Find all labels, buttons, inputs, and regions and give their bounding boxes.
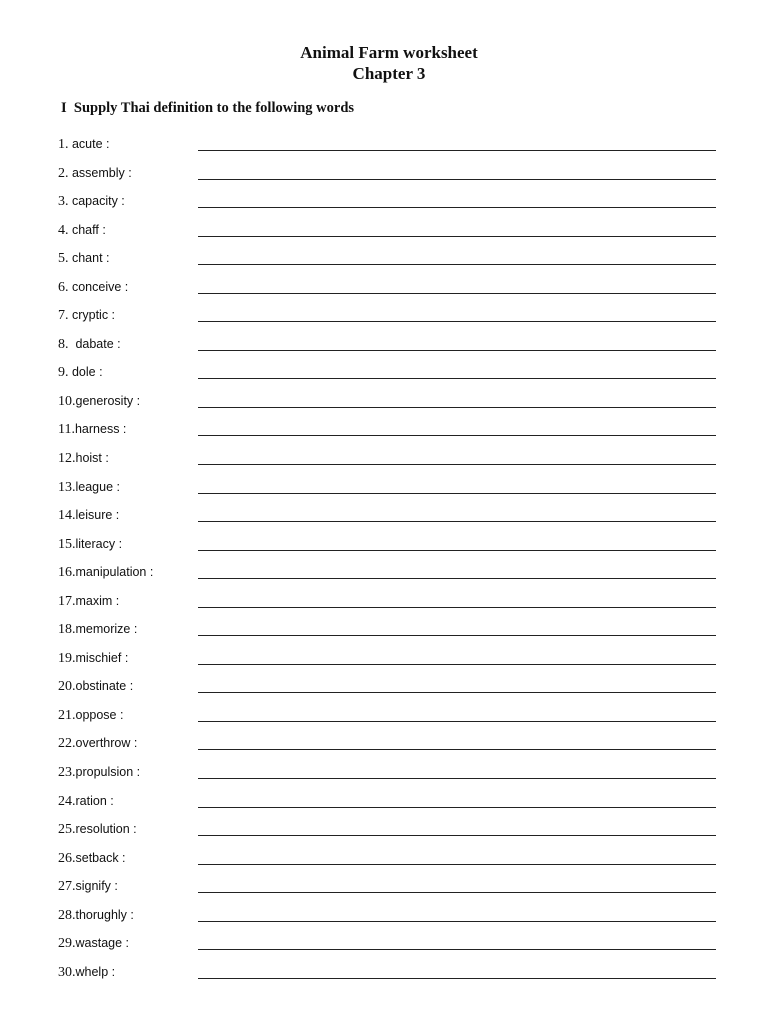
- vocabulary-word: overthrow :: [75, 736, 138, 751]
- definition-answer-line[interactable]: [198, 435, 716, 436]
- vocabulary-word: setback :: [75, 850, 126, 865]
- vocabulary-item: [0, 903, 768, 932]
- definition-answer-line[interactable]: [198, 207, 716, 208]
- vocabulary-item: [0, 789, 768, 818]
- vocabulary-word-label: [58, 850, 126, 867]
- definition-answer-line[interactable]: [198, 464, 716, 465]
- vocabulary-item: [0, 161, 768, 190]
- vocabulary-item: [0, 731, 768, 760]
- definition-answer-line[interactable]: [198, 749, 716, 750]
- item-number: 22.: [58, 736, 76, 752]
- vocabulary-word: ration :: [75, 793, 114, 808]
- vocabulary-item: [0, 389, 768, 418]
- vocabulary-item: [0, 189, 768, 218]
- vocabulary-word: obstinate :: [75, 679, 134, 694]
- item-number: 11.: [58, 422, 75, 438]
- item-number: 25.: [58, 822, 76, 838]
- section-instruction: I Supply Thai definition to the following words: [61, 100, 355, 116]
- vocabulary-item: [0, 589, 768, 618]
- vocabulary-item: [0, 332, 768, 361]
- vocabulary-word-label: [58, 821, 137, 838]
- vocabulary-word: assembly :: [68, 165, 132, 180]
- vocabulary-word-label: [58, 935, 129, 952]
- item-number: 9.: [58, 365, 69, 381]
- definition-answer-line[interactable]: [198, 493, 716, 494]
- item-number: 7.: [58, 308, 69, 324]
- vocabulary-word-label: [58, 222, 106, 239]
- vocabulary-word: thorughly :: [75, 907, 134, 922]
- vocabulary-item: [0, 931, 768, 960]
- item-number: 16.: [58, 565, 76, 581]
- vocabulary-word: literacy :: [75, 536, 123, 551]
- definition-answer-line[interactable]: [198, 978, 716, 979]
- vocabulary-word: chaff :: [68, 222, 106, 237]
- vocabulary-item: [0, 846, 768, 875]
- item-number: 27.: [58, 879, 76, 895]
- item-number: 19.: [58, 650, 76, 666]
- vocabulary-word: propulsion :: [75, 765, 141, 780]
- vocabulary-item: [0, 817, 768, 846]
- item-number: 23.: [58, 765, 76, 781]
- item-number: 15.: [58, 536, 76, 552]
- definition-answer-line[interactable]: [198, 864, 716, 865]
- vocabulary-word: cryptic :: [68, 308, 116, 323]
- definition-answer-line[interactable]: [198, 807, 716, 808]
- definition-answer-line[interactable]: [198, 835, 716, 836]
- vocabulary-word-label: [58, 536, 122, 553]
- definition-answer-line[interactable]: [198, 664, 716, 665]
- vocabulary-word: oppose :: [75, 707, 124, 722]
- definition-answer-line[interactable]: [198, 179, 716, 180]
- vocabulary-item: [0, 275, 768, 304]
- vocabulary-word: manipulation :: [75, 565, 154, 580]
- vocabulary-word-label: [58, 393, 140, 410]
- vocabulary-word: maxim :: [75, 593, 120, 608]
- definition-answer-line[interactable]: [198, 607, 716, 608]
- definition-answer-line[interactable]: [198, 236, 716, 237]
- vocabulary-word: harness :: [74, 422, 127, 437]
- vocabulary-word-label: [58, 364, 103, 381]
- vocabulary-word: memorize :: [75, 622, 138, 637]
- definition-answer-line[interactable]: [198, 521, 716, 522]
- item-number: 26.: [58, 850, 76, 866]
- definition-answer-line[interactable]: [198, 892, 716, 893]
- vocabulary-word: leisure :: [75, 508, 120, 523]
- vocabulary-word: dabate :: [68, 336, 121, 351]
- vocabulary-word: hoist :: [75, 451, 109, 466]
- vocabulary-word-label: [58, 421, 126, 438]
- vocabulary-word: conceive :: [68, 279, 129, 294]
- vocabulary-item: [0, 874, 768, 903]
- vocabulary-item: [0, 446, 768, 475]
- vocabulary-item: [0, 960, 768, 989]
- vocabulary-word-label: [58, 593, 119, 610]
- vocabulary-word: acute :: [68, 137, 110, 151]
- vocabulary-word-label: [58, 793, 114, 810]
- item-number: 12.: [58, 451, 76, 467]
- chapter-title: Chapter 3: [352, 64, 426, 83]
- item-number: 10.: [58, 393, 76, 409]
- vocabulary-word-label: [58, 764, 140, 781]
- vocabulary-item: [0, 532, 768, 561]
- vocabulary-item: [0, 246, 768, 275]
- item-number: 29.: [58, 936, 76, 952]
- vocabulary-word-label: [58, 193, 125, 210]
- vocabulary-word-label: [58, 507, 119, 524]
- vocabulary-item: [0, 303, 768, 332]
- definition-answer-line[interactable]: [198, 949, 716, 950]
- vocabulary-word: signify :: [75, 879, 118, 894]
- vocabulary-word-label: [58, 707, 123, 724]
- vocabulary-word-label: [58, 250, 110, 267]
- item-number: 17.: [58, 593, 76, 609]
- vocabulary-word: generosity :: [75, 393, 141, 408]
- vocabulary-word-label: [58, 564, 153, 581]
- vocabulary-item: [0, 646, 768, 675]
- vocabulary-word: mischief :: [75, 650, 129, 665]
- item-number: 14.: [58, 508, 76, 524]
- item-number: 5.: [58, 251, 69, 267]
- vocabulary-item: [0, 503, 768, 532]
- definition-answer-line[interactable]: [198, 921, 716, 922]
- vocabulary-item: [0, 417, 768, 446]
- vocabulary-item: [0, 703, 768, 732]
- definition-answer-line[interactable]: [198, 778, 716, 779]
- vocabulary-word-label: [58, 279, 128, 296]
- definition-answer-line[interactable]: [198, 407, 716, 408]
- vocabulary-word-label: [58, 678, 133, 695]
- item-number: 30.: [58, 964, 76, 980]
- item-number: 1.: [58, 137, 69, 152]
- item-number: 18.: [58, 622, 76, 638]
- definition-answer-line[interactable]: [198, 378, 716, 379]
- vocabulary-word-label: [58, 650, 128, 667]
- vocabulary-item: [0, 132, 768, 161]
- vocabulary-word-label: [58, 735, 137, 752]
- vocabulary-word: wastage :: [75, 936, 130, 951]
- vocabulary-word-label: [58, 336, 121, 353]
- definition-answer-line[interactable]: [198, 350, 716, 351]
- vocabulary-word: dole :: [68, 365, 103, 380]
- vocabulary-item: [0, 360, 768, 389]
- item-number: 2.: [58, 165, 69, 181]
- vocabulary-word-label: [58, 964, 115, 981]
- vocabulary-item: [0, 674, 768, 703]
- item-number: 6.: [58, 279, 69, 295]
- vocabulary-word-label: [58, 307, 115, 324]
- definition-answer-line[interactable]: [198, 150, 716, 151]
- vocabulary-word: league :: [75, 479, 120, 494]
- vocabulary-word-label: [58, 621, 137, 638]
- vocabulary-word: chant :: [68, 251, 110, 266]
- vocabulary-word: capacity :: [68, 194, 125, 209]
- worksheet-title: Animal Farm worksheet: [300, 43, 478, 62]
- vocabulary-word-label: [58, 165, 132, 182]
- definition-answer-line[interactable]: [198, 293, 716, 294]
- definition-answer-line[interactable]: [198, 692, 716, 693]
- definition-answer-line[interactable]: [198, 321, 716, 322]
- item-number: 20.: [58, 679, 76, 695]
- vocabulary-word-label: [58, 450, 109, 467]
- item-number: 24.: [58, 793, 76, 809]
- vocabulary-item: [0, 617, 768, 646]
- vocabulary-item: [0, 560, 768, 589]
- vocabulary-item: [0, 218, 768, 247]
- item-number: 4.: [58, 222, 69, 238]
- vocabulary-item: [0, 760, 768, 789]
- vocabulary-word-label: [58, 136, 110, 153]
- vocabulary-word-label: [58, 907, 134, 924]
- vocabulary-word: whelp :: [75, 964, 116, 979]
- definition-answer-line[interactable]: [198, 550, 716, 551]
- definition-answer-line[interactable]: [198, 578, 716, 579]
- definition-answer-line[interactable]: [198, 721, 716, 722]
- vocabulary-word-label: [58, 878, 118, 895]
- item-number: 8.: [58, 336, 69, 352]
- item-number: 21.: [58, 707, 76, 723]
- vocabulary-word-label: [58, 479, 120, 496]
- definition-answer-line[interactable]: [198, 635, 716, 636]
- item-number: 3.: [58, 194, 69, 210]
- item-number: 13.: [58, 479, 76, 495]
- vocabulary-word: resolution :: [75, 822, 137, 837]
- definition-answer-line[interactable]: [198, 264, 716, 265]
- item-number: 28.: [58, 907, 76, 923]
- vocabulary-item: [0, 475, 768, 504]
- vocabulary-list: [0, 132, 768, 988]
